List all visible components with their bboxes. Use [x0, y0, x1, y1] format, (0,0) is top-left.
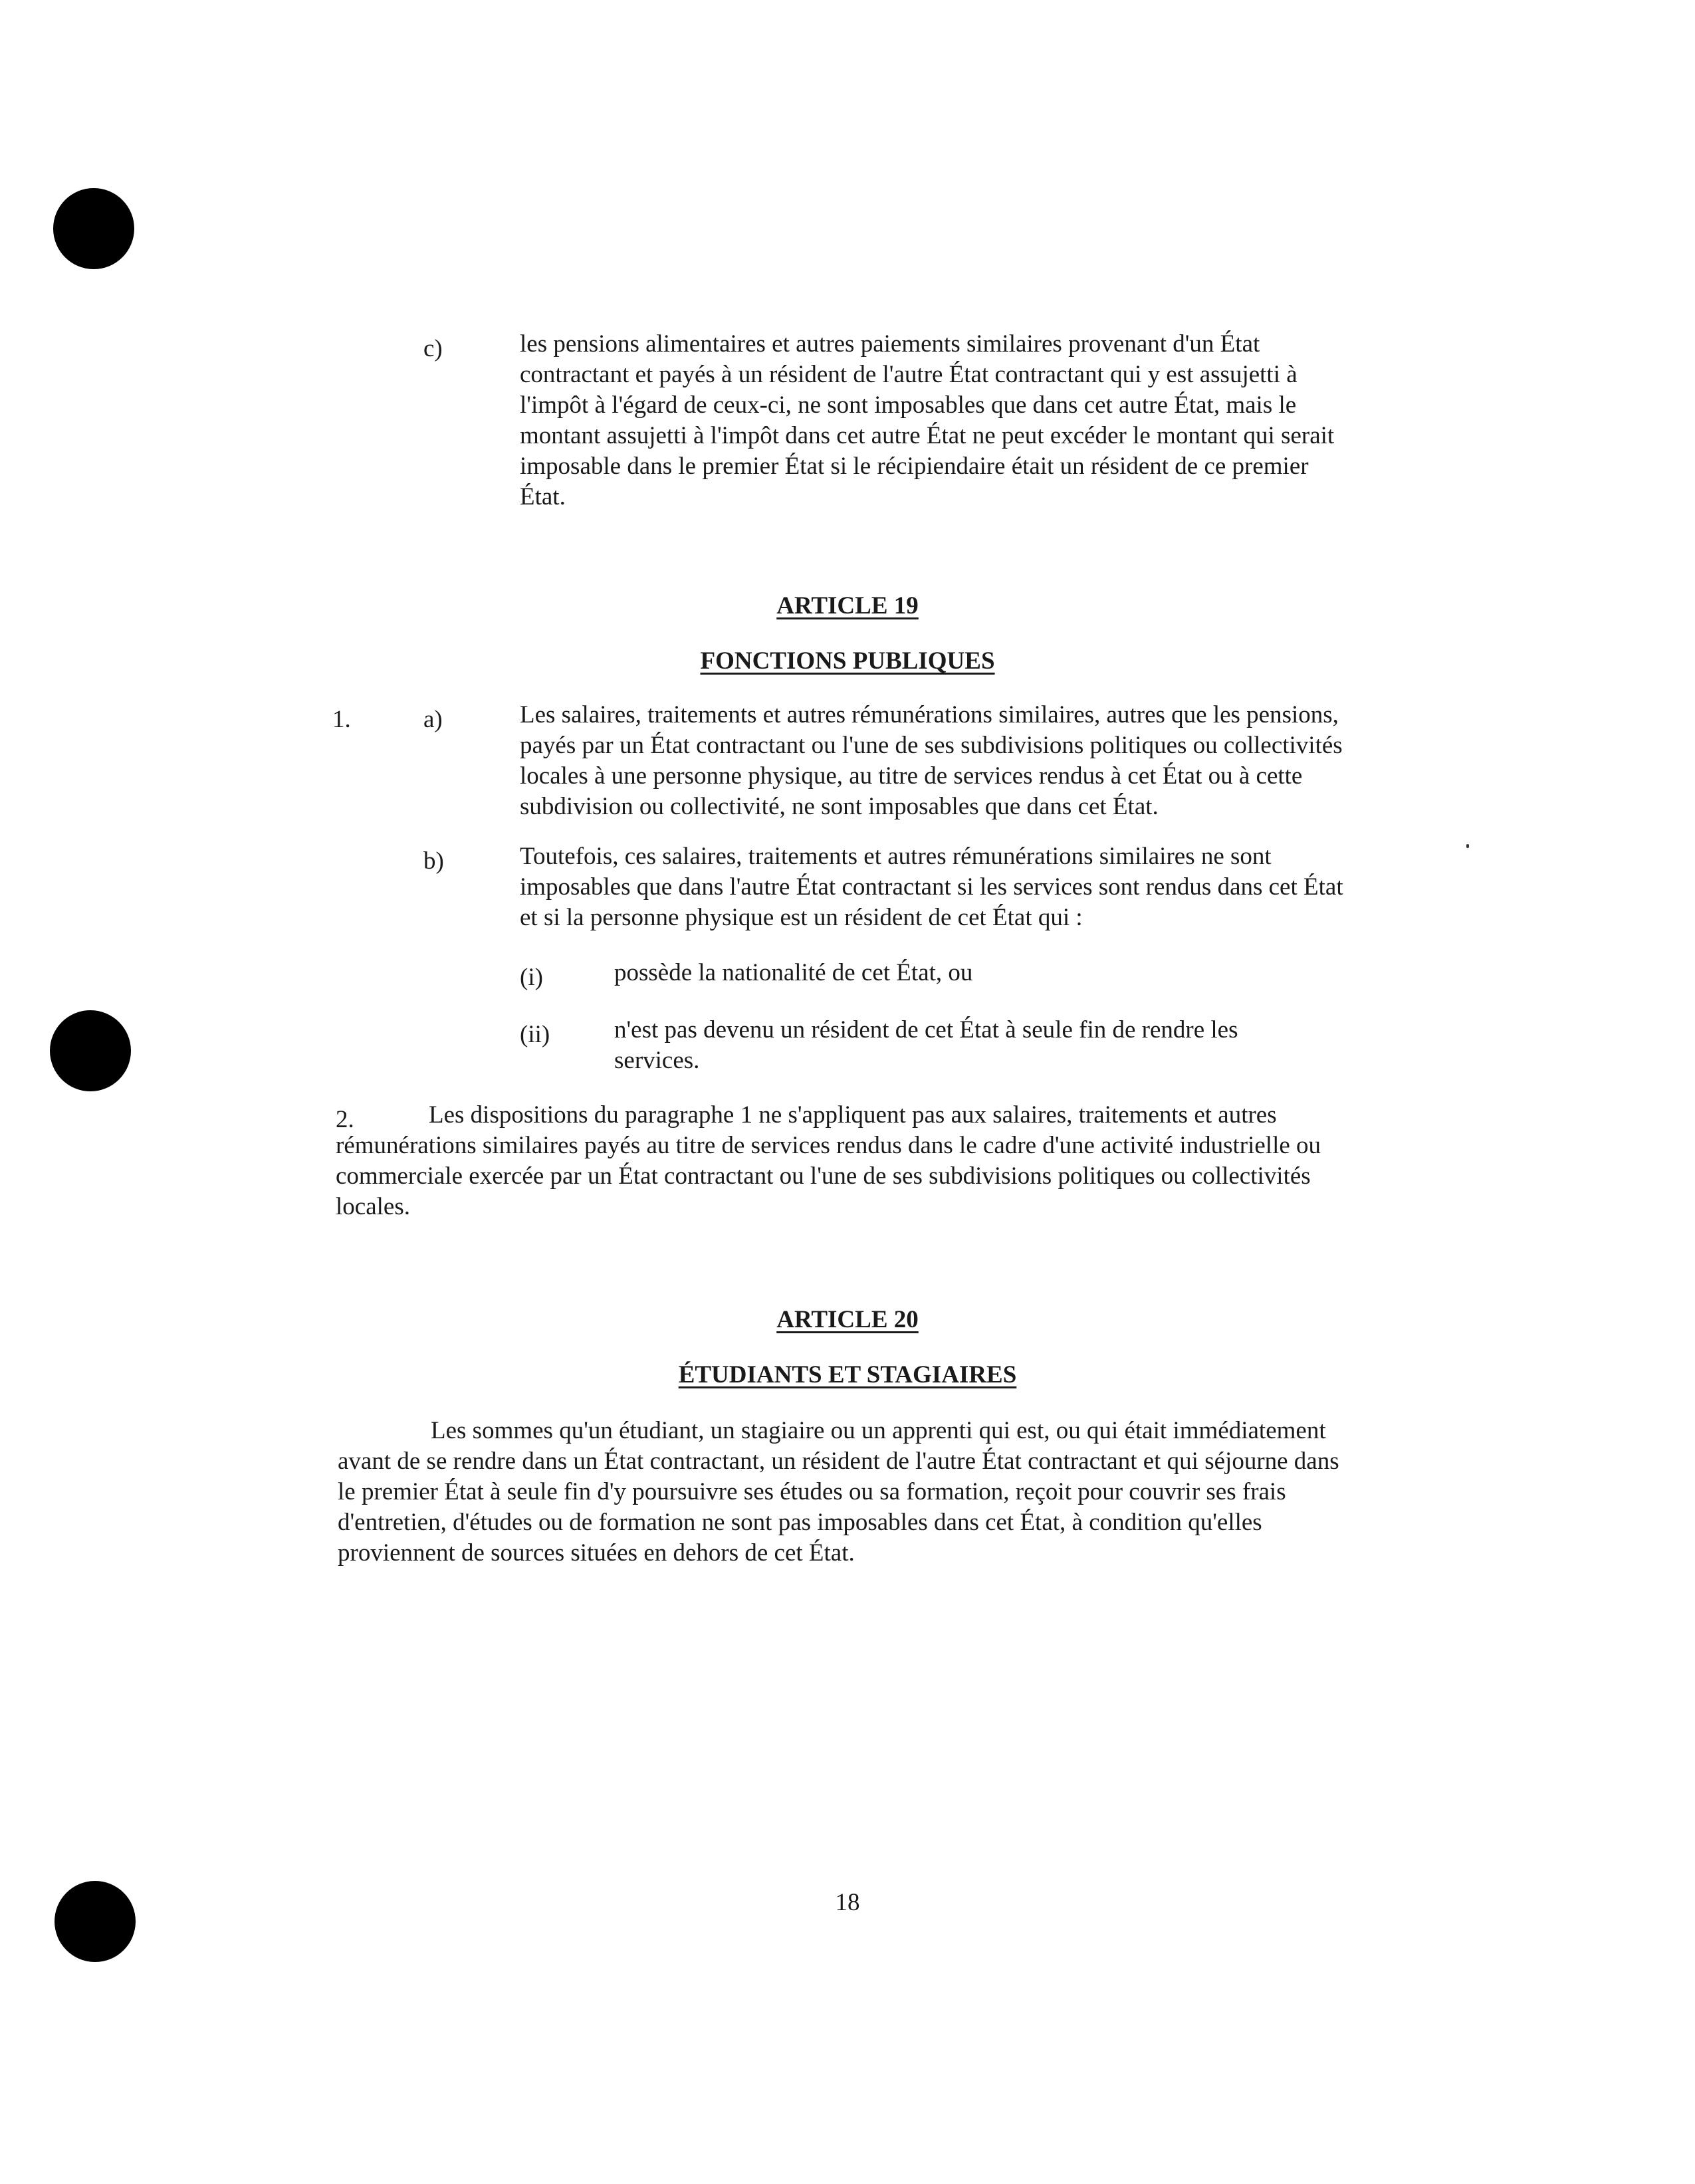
article-19-item-b-text: Toutefois, ces salaires, traitements et autres rémunérations similaires ne sont imposables que dans l'autre État contractant si les services sont rendus dans cet État et si la personne physique est un résident de cet État qui : [520, 843, 1343, 931]
punch-hole-top [53, 188, 134, 269]
article-19-para-2-text: Les dispositions du paragraphe 1 ne s'appliquent pas aux salaires, traitements et autres rémunérations similaires payés au titre de services rendus dans le cadre d'une activité industrielle ou commerciale exercée par un État contractant ou l'une de ses subdivisions politiques ou collectivités locales. [336, 1101, 1321, 1220]
article-19-item-b-label: b) [423, 847, 444, 875]
item-c-label: c) [423, 335, 443, 362]
article-20-number: ARTICLE 20 [776, 1306, 919, 1333]
article-19-sub-i-label: (i) [520, 964, 543, 991]
article-19-number: ARTICLE 19 [776, 592, 919, 619]
article-19-title: FONCTIONS PUBLIQUES [700, 647, 995, 675]
article-20-title: ÉTUDIANTS ET STAGIAIRES [678, 1361, 1017, 1388]
article-19-para-2-number: 2. [336, 1106, 354, 1133]
article-19-item-a-label: a) [423, 706, 443, 733]
item-c-text: les pensions alimentaires et autres paiements similaires provenant d'un État contractant et payés à un résident de l'autre État contractant qui y est assujetti à l'impôt à l'égard de ceux-ci, ne sont imposables que dans cet autre État, mais le montant assujetti à l'impôt dans cet autre État ne peut excéder le montant qui serait imposable dans le premier État si le récipiendaire était un résident de ce premier État. [520, 330, 1335, 510]
article-19-sub-i-text: possède la nationalité de cet État, ou [614, 959, 973, 986]
article-20-text: Les sommes qu'un étudiant, un stagiaire ou un apprenti qui est, ou qui était immédiatement avant de se rendre dans un État contractant, un résident de l'autre État contractant et qui séjourne dans le premier État à seule fin d'y poursuivre ses études ou sa formation, reçoit pour couvrir ses frais d'entretien, d'études ou de formation ne sont pas imposables dans cet État, à condition qu'elles proviennent de sources situées en dehors de cet État. [338, 1417, 1339, 1567]
scan-speck [1466, 844, 1469, 848]
article-19-item-a-text: Les salaires, traitements et autres rémunérations similaires, autres que les pensions, payés par un État contractant ou l'une de ses subdivisions politiques ou collectivités locales à une personne physique, au titre de services rendus à cet État ou à cette subdivision ou collectivité, ne sont imposables que dans cet État. [520, 701, 1343, 820]
article-19-para-1-number: 1. [332, 706, 351, 733]
article-19-sub-ii-label: (ii) [520, 1021, 550, 1048]
page-number: 18 [835, 1889, 860, 1916]
punch-hole-middle [50, 1010, 131, 1091]
article-19-sub-ii-text: n'est pas devenu un résident de cet État à seule fin de rendre les services. [614, 1016, 1238, 1074]
